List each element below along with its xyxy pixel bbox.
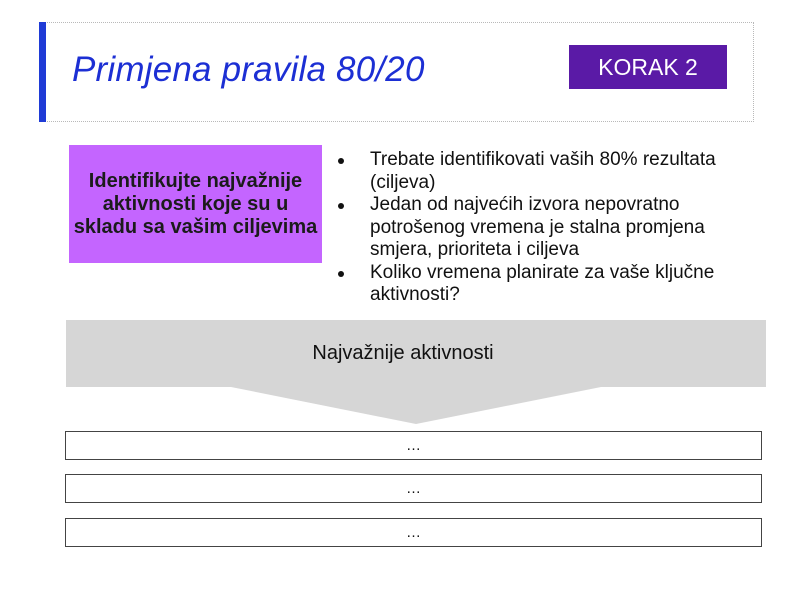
- slide-title: Primjena pravila 80/20: [72, 50, 425, 89]
- bullet-item: [335, 194, 745, 262]
- step-badge: KORAK 2: [569, 45, 727, 89]
- highlight-box-text: Identifikujte najvažnije aktivnosti koje su u skladu sa vašim ciljevima: [73, 169, 318, 238]
- activity-row: …: [65, 474, 762, 503]
- bullet-list: [335, 149, 745, 307]
- banner-shape: [66, 320, 766, 424]
- bullet-text: Jedan od najvećih izvora nepovratno potrošenog vremena je stalna promjena smjera, prioriteta i ciljeva: [370, 194, 705, 260]
- bullet-dot-icon: [338, 271, 344, 277]
- highlight-box: [69, 145, 322, 263]
- bullet-dot-icon: [338, 203, 344, 209]
- banner-label: Najvažnije aktivnosti: [312, 342, 494, 364]
- bullet-text: Koliko vremena planirate za vaše ključne aktivnosti?: [370, 261, 715, 305]
- activity-row: …: [65, 431, 762, 460]
- title-accent-bar: [39, 22, 46, 122]
- bullet-dot-icon: [338, 158, 344, 164]
- bullet-text: Trebate identifikovati vaših 80% rezultata (ciljeva): [370, 149, 716, 193]
- bullet-item: [335, 149, 745, 194]
- bullet-item: [335, 262, 745, 307]
- activity-row: …: [65, 518, 762, 547]
- down-arrow-banner: [66, 320, 766, 424]
